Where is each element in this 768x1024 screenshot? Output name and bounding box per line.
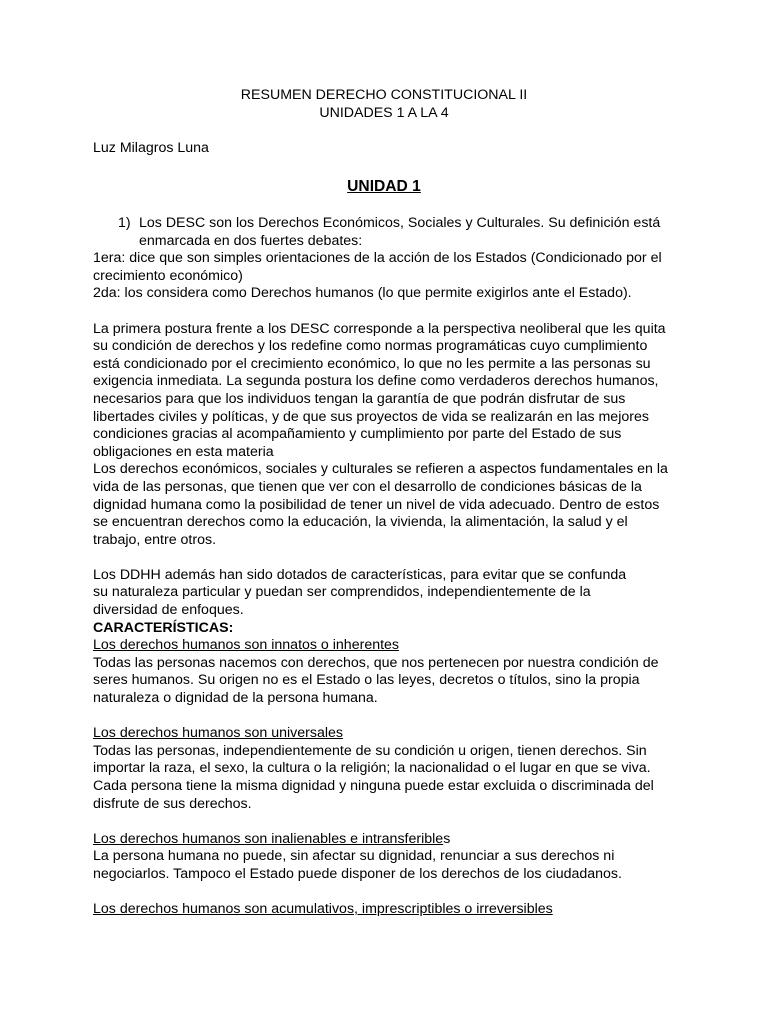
text-line: se encuentran derechos como la educación, la vivienda, la alimentación, la salud y el bbox=[93, 514, 628, 531]
section-heading-text: Los derechos humanos son innatos o inherentes bbox=[93, 637, 400, 654]
text-line: enmarcada en dos fuertes debates: bbox=[139, 232, 363, 249]
text-line: crecimiento económico) bbox=[93, 267, 243, 284]
debates-block bbox=[93, 250, 683, 303]
text-line: dignidad humana como la posibilidad de tener un nivel de vida adecuado. Dentro de estos bbox=[93, 496, 660, 513]
section-heading-suffix: s bbox=[443, 830, 451, 847]
list-item bbox=[93, 215, 683, 250]
paragraph-ddhh-characteristics bbox=[93, 567, 683, 620]
section-acumulativos bbox=[93, 901, 683, 919]
text-line: negociarlos. Tampoco el Estado puede disponer de los derechos de los ciudadanos. bbox=[93, 865, 622, 882]
paragraph-gap bbox=[93, 303, 683, 321]
text-line: Todas las personas, independientemente de su condición u origen, tienen derechos. Sin bbox=[93, 742, 647, 759]
text-line: importar la raza, el sexo, la cultura o la religión; la nacionalidad o el lugar en que se viva. bbox=[93, 760, 651, 777]
text-line: 1era: dice que son simples orientaciones de la acción de los Estados (Condicionado por el bbox=[93, 250, 662, 267]
section-heading bbox=[93, 725, 683, 743]
list-text bbox=[139, 215, 683, 250]
text-line: Los derechos económicos, sociales y culturales se refieren a aspectos fundamentales en la bbox=[93, 461, 668, 478]
text-line: Cada persona tiene la misma dignidad y ninguna puede estar excluida o discriminada del bbox=[93, 778, 654, 794]
section-heading bbox=[93, 637, 683, 655]
section-heading-text: Los derechos humanos son acumulativos, imprescriptibles o irreversibles bbox=[93, 901, 553, 918]
text-line: su condición de derechos y los redefine como normas programáticas cuyo cumplimiento bbox=[93, 338, 648, 355]
section-inalienables bbox=[93, 831, 683, 884]
text-line: obligaciones en esta materia bbox=[93, 443, 274, 460]
text-line: seres humanos. Su origen no es el Estado o las leyes, decretos o títulos, sino la propia bbox=[93, 672, 640, 689]
document-title: RESUMEN DERECHO CONSTITUCIONAL II bbox=[240, 87, 528, 103]
section-universales bbox=[93, 725, 683, 813]
text-line: necesarios para que los individuos tengan la garantía de que podrán disfrutar de sus bbox=[93, 390, 626, 407]
paragraph-desc-postures bbox=[93, 321, 683, 550]
text-line: condiciones gracias al acompañamiento y cumplimiento por parte del Estado de sus bbox=[93, 426, 622, 443]
text-line: diversidad de enfoques. bbox=[93, 602, 244, 619]
paragraph-gap bbox=[93, 813, 683, 831]
characteristics-heading: CARACTERÍSTICAS: bbox=[93, 619, 234, 636]
section-heading bbox=[93, 901, 683, 919]
text-line: vida de las personas, que tienen que ver con el desarrollo de condiciones básicas de la bbox=[93, 478, 642, 495]
text-line: está condicionado por el crecimiento económico, lo que no les permite a las personas su bbox=[93, 355, 651, 372]
text-line: La primera postura frente a los DESC corresponde a la perspectiva neoliberal que les quita bbox=[93, 320, 666, 337]
document-body bbox=[93, 215, 683, 919]
document-header bbox=[0, 87, 768, 123]
text-line: trabajo, entre otros. bbox=[93, 531, 217, 548]
text-line: libertades civiles y políticas, y de que sus proyectos de vida se realizarán en las mejores bbox=[93, 408, 649, 425]
unit-heading: UNIDAD 1 bbox=[347, 178, 421, 195]
document-subtitle: UNIDADES 1 A LA 4 bbox=[319, 105, 449, 121]
text-line: exigencia inmediata. La segunda postura los define como verdaderos derechos humanos, bbox=[93, 373, 659, 390]
section-heading-text: Los derechos humanos son inalienables e intransferible bbox=[93, 830, 444, 847]
paragraph-gap bbox=[93, 708, 683, 726]
paragraph-gap bbox=[93, 884, 683, 902]
text-line: disfrute de sus derechos. bbox=[93, 795, 252, 812]
list-number: 1) bbox=[118, 215, 131, 231]
text-line: La persona humana no puede, sin afectar su dignidad, renunciar a sus derechos ni bbox=[93, 848, 615, 865]
text-line: Todas las personas nacemos con derechos, que nos pertenecen por nuestra condición de bbox=[93, 654, 659, 671]
text-line: 2da: los considera como Derechos humanos (lo que permite exigirlos ante el Estado). bbox=[93, 285, 632, 302]
author-name: Luz Milagros Luna bbox=[93, 140, 209, 156]
text-line: Los DESC son los Derechos Económicos, Sociales y Culturales. Su definición está bbox=[139, 215, 661, 231]
text-line: su naturaleza particular y puedan ser comprendidos, independientemente de la bbox=[93, 584, 591, 601]
section-innatos bbox=[93, 637, 683, 707]
text-line: naturaleza o dignidad de la persona humana. bbox=[93, 690, 378, 707]
text-line: Los DDHH además han sido dotados de características, para evitar que se confunda bbox=[93, 566, 627, 583]
paragraph-gap bbox=[93, 549, 683, 567]
section-heading-text: Los derechos humanos son universales bbox=[93, 725, 344, 742]
section-heading bbox=[93, 831, 683, 849]
